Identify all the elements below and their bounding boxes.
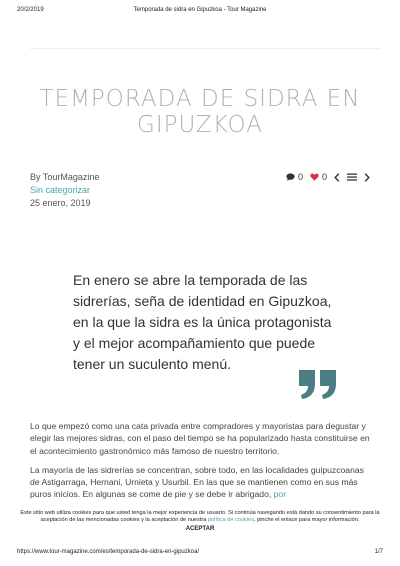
heart-icon [310, 173, 319, 181]
top-divider [30, 48, 380, 49]
comments-count: 0 [297, 172, 303, 182]
print-date: 20/2/2019 [17, 7, 44, 13]
cookie-policy-link[interactable]: política de cookies [207, 516, 254, 523]
likes-count: 0 [321, 172, 327, 182]
page-title [20, 86, 380, 138]
author-byline[interactable]: By TourMagazine [30, 172, 100, 182]
quote-line-2: sidrerías, seña de identidad en Gipuzkoa, [73, 293, 332, 309]
menu-icon[interactable] [347, 173, 357, 181]
title-line-2: GIPUZKOA [137, 112, 263, 138]
chevron-right-icon[interactable] [364, 173, 370, 182]
cookie-text-end: , pinche el enlace para mayor información. [253, 516, 360, 523]
comments-button[interactable] [286, 172, 303, 182]
article-body [30, 420, 375, 508]
cookie-banner [0, 508, 400, 546]
quote-line-5: tener un suculento menú. [73, 356, 231, 372]
body-paragraph-2-text: La mayoría de las sidrerías se concentran, sobre todo, en las localidades guipuzcoanas de Astigarraga, Hernani, Urnieta y Usurbil. En las que se mantienen como en sus más puros inicios. En algunas se come de pie y se debe ir abrigado, [30, 464, 364, 500]
chevron-left-icon[interactable] [334, 173, 340, 182]
title-line-1: TEMPORADA DE SIDRA EN [39, 86, 361, 112]
publish-date: 25 enero, 2019 [30, 198, 91, 208]
quote-line-1: En enero se abre la temporada de las [73, 272, 308, 288]
cookie-text: Este sitio web utiliza cookies para que usted tenga la mejor experiencia de usuario. Si continúa navegando está dando su consentimiento para la aceptación de las mencionadas cookies y la aceptación de nuestra [20, 510, 380, 523]
body-inline-link[interactable]: por [273, 489, 287, 500]
quote-line-4: y el mejor acompañamiento que puede [73, 335, 316, 351]
quote-mark-icon [297, 368, 339, 400]
body-paragraph-2 [30, 464, 375, 501]
print-footer [17, 549, 383, 555]
article-meta [30, 171, 99, 210]
body-paragraph-1: Lo que empezó como una cata privada entre compradores y mayoristas para degustar y elegir las mejores sidras, con el paso del tiempo se ha popularizado hasta constituirse en el acontecimiento gastronómico más famoso de nuestro territorio. [30, 421, 370, 456]
pull-quote [73, 270, 343, 375]
accept-cookies-button[interactable]: ACEPTAR [185, 526, 215, 533]
page-url: https://www.tour-magazine.com/es/temporada-de-sidra-en-gipuzkoa/ [17, 549, 200, 555]
like-button[interactable] [310, 172, 327, 182]
page-number: 1/7 [374, 549, 383, 555]
article-actions [286, 172, 370, 182]
category-link[interactable]: Sin categorizar [30, 185, 91, 195]
print-header [17, 7, 383, 13]
comment-icon [286, 173, 295, 181]
print-title: Temporada de sidra en Gipuzkoa - Tour Magazine [133, 7, 267, 13]
quote-line-3: en la que la sidra es la única protagonista [73, 314, 332, 330]
